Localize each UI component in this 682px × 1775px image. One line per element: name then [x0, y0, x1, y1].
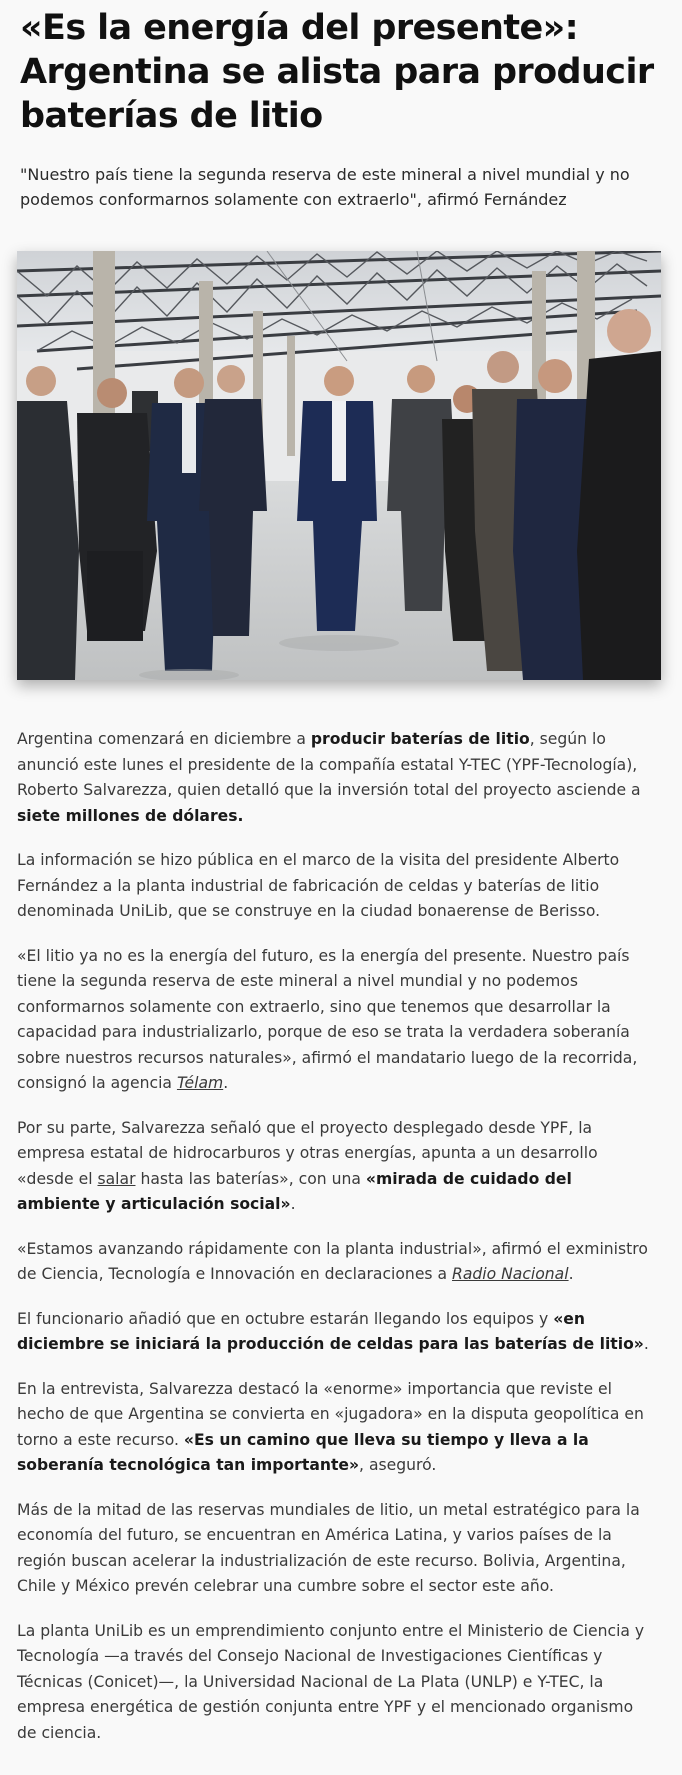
paragraph-2: La información se hizo pública en el marco de la visita del presidente Alberto Fernández a la planta industrial de fabricación de celdas y baterías de litio denominada UniLib, que se construye en la ciudad bonaerense de Berisso. — [17, 851, 620, 920]
bold-text: producir baterías de litio — [310, 730, 530, 748]
article-subtitle: "Nuestro país tiene la segunda reserva de este mineral a nivel mundial y no podemos conformarnos solamente con extraerlo", afirmó Fernández — [20, 165, 630, 209]
bold-text: «mirada de cuidado del ambiente y articulación social» — [17, 1169, 572, 1213]
paragraph-8: Más de la mitad de las reservas mundiales de litio, un metal estratégico para la economía del futuro, se encuentran en América Latina, y varios países de la región buscan acelerar la industrialización de este recurso. Bolivia, Argentina, Chile y México prevén celebrar una cumbre sobre el sector este año. — [17, 1500, 640, 1595]
salar-link[interactable]: salar — [97, 1169, 136, 1188]
article-body — [17, 727, 650, 1765]
paragraph-6 — [17, 1307, 650, 1358]
bold-text: «en diciembre se iniciará la producción de celdas para las baterías de litio» — [17, 1309, 644, 1353]
paragraph-text: , aseguró. — [359, 1456, 437, 1474]
paragraph-7 — [17, 1377, 650, 1479]
telam-link[interactable] — [177, 1074, 223, 1092]
article-photo — [17, 251, 661, 680]
paragraph-text: . — [643, 1335, 649, 1353]
paragraph-text: «Estamos avanzando rápidamente con la planta industrial», afirmó el exministro de Ciencia, Tecnología e Innovación en declaraciones a — [17, 1239, 648, 1283]
paragraph-text: . — [223, 1074, 229, 1092]
paragraph-5 — [17, 1237, 650, 1288]
paragraph-text: Por su parte, Salvarezza señaló que el proyecto desplegado desde YPF, la empresa estatal de hidrocarburos y otras energías, apunta a un desarrollo «desde el — [17, 1118, 598, 1188]
paragraph-text: . — [568, 1265, 574, 1283]
paragraph-text: El funcionario añadió que en octubre estarán llegando los equipos y — [17, 1309, 554, 1328]
paragraph-text: , según lo anunció este lunes el presidente de la compañía estatal Y-TEC (YPF-Tecnología), Roberto Salvarezza, quien detalló que la inversión total del proyecto asciende a — [17, 730, 641, 799]
article-headline: «Es la energía del presente»: Argentina se alista para producir baterías de litio — [20, 8, 654, 136]
paragraph-text: hasta las baterías», con una — [135, 1169, 366, 1188]
link-text: Télam — [176, 1074, 224, 1092]
paragraph-3 — [17, 944, 650, 1097]
paragraph-text: «El litio ya no es la energía del futuro, es la energía del presente. Nuestro país tiene la segunda reserva de este mineral a nivel mundial y no podemos conformarnos solamente con extraerlo, sino que tenemos que desarrollar la capacidad para industrializarlo, porque de eso se trata la verdadera soberanía sobre nuestros recursos naturales», afirmó el mandatario luego de la recorrida, consignó la agencia — [17, 946, 638, 1092]
paragraph-text: Argentina comenzará en diciembre a — [17, 730, 311, 748]
radio-nacional-link[interactable] — [452, 1265, 569, 1283]
bold-text: «Es un camino que lleva su tiempo y lleva a la soberanía tecnológica tan importante» — [17, 1430, 589, 1474]
paragraph-9: La planta UniLib es un emprendimiento conjunto entre el Ministerio de Ciencia y Tecnología —a través del Consejo Nacional de Investigaciones Científicas y Técnicas (Conicet)—, la Universidad Nacional de La Plata (UNLP) e Y-TEC, la empresa energética de gestión conjunta entre YPF y el mencionado organismo de ciencia. — [17, 1621, 645, 1742]
paragraph-1 — [17, 727, 650, 829]
paragraph-text: . — [290, 1195, 296, 1213]
paragraph-text: En la entrevista, Salvarezza destacó la «enorme» importancia que reviste el hecho de que Argentina se convierta en «jugadora» en la disputa geopolítica en torno a este recurso. — [17, 1379, 644, 1449]
link-text: Radio Nacional — [452, 1265, 569, 1283]
paragraph-4 — [17, 1116, 650, 1218]
warehouse-group-photo — [17, 251, 661, 680]
bold-text: siete millones de dólares. — [17, 806, 244, 825]
